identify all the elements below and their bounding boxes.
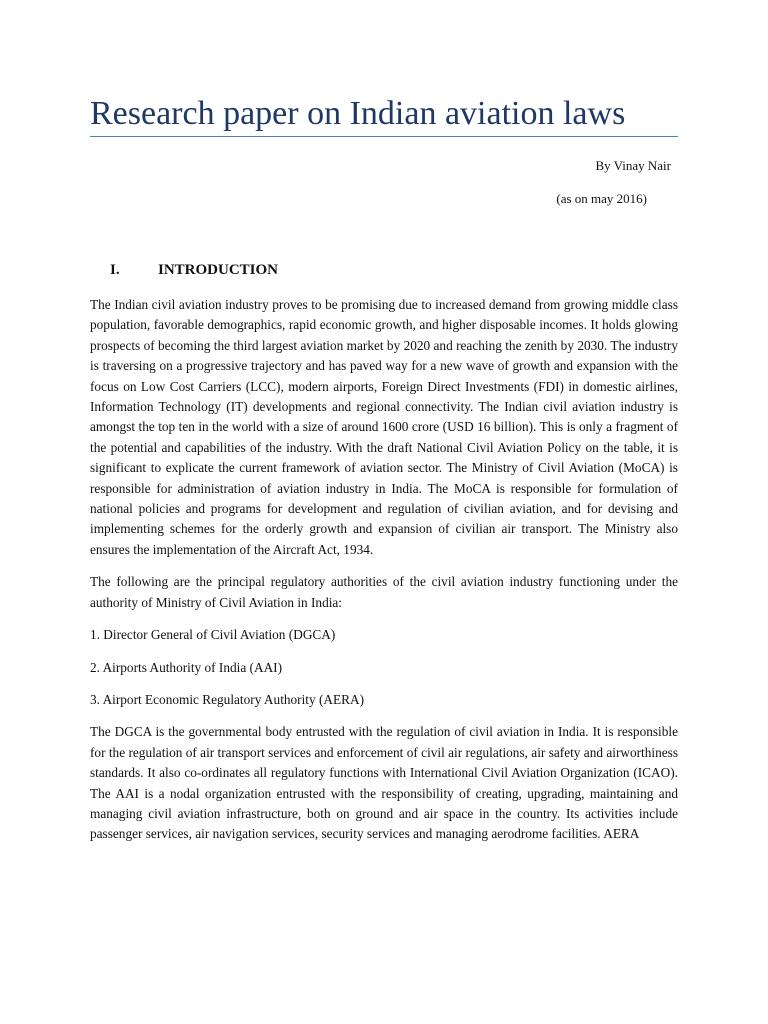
title-underline <box>90 136 678 137</box>
paragraph-dgca: The DGCA is the governmental body entrusted with the regulation of civil aviation in India. It is responsible for the regulation of air transport services and enforcement of civil air regulations, air safety and airworthiness standards. It also co-ordinates all regulatory functions with International Civil Aviation Organization (ICAO). The AAI is a nodal organization entrusted with the responsibility of creating, upgrading, maintaining and managing civil aviation infrastructure, both on ground and air space in the country. Its activities include passenger services, air navigation services, security services and managing aerodrome facilities. AERA <box>90 724 678 842</box>
author-byline: By Vinay Nair <box>595 158 671 173</box>
list-item-aai: 2. Airports Authority of India (AAI) <box>90 659 283 675</box>
document-body <box>90 295 678 857</box>
document-date: (as on may 2016) <box>556 191 647 206</box>
section-title: INTRODUCTION <box>158 262 279 278</box>
section-heading <box>110 260 278 280</box>
paragraph-introduction: The Indian civil aviation industry proves to be promising due to increased demand from growing middle class population, favorable demographics, rapid economic growth, and higher disposable incomes. It holds glowing prospects of becoming the third largest aviation market by 2020 and reaching the zenith by 2030. The industry is traversing on a progressive trajectory and has paved way for a new wave of growth and expansion with the focus on Low Cost Carriers (LCC), modern airports, Foreign Direct Investments (FDI) in domestic airlines, Information Technology (IT) developments and regional connectivity. The Indian civil aviation industry is amongst the top ten in the world with a size of around 1600 crore (USD 16 billion). This is only a fragment of the potential and capabilities of the industry. With the draft National Civil Aviation Policy on the table, it is significant to explicate the current framework of aviation sector. The Ministry of Civil Aviation (MoCA) is responsible for administration of aviation industry in India. The MoCA is responsible for formulation of national policies and programs for development and regulation of civilian aviation, and for devising and implementing schemes for the orderly growth and expansion of civilian air transport. The Ministry also ensures the implementation of the Aircraft Act, 1934. <box>90 297 678 557</box>
list-item-aera: 3. Airport Economic Regulatory Authority (AERA) <box>90 691 365 707</box>
list-item-dgca: 1. Director General of Civil Aviation (DGCA) <box>90 627 336 643</box>
paragraph-authorities: The following are the principal regulatory authorities of the civil aviation industry functioning under the authority of Ministry of Civil Aviation in India: <box>90 574 678 610</box>
section-number: I. <box>110 262 120 278</box>
document-title: Research paper on Indian aviation laws <box>90 95 626 132</box>
